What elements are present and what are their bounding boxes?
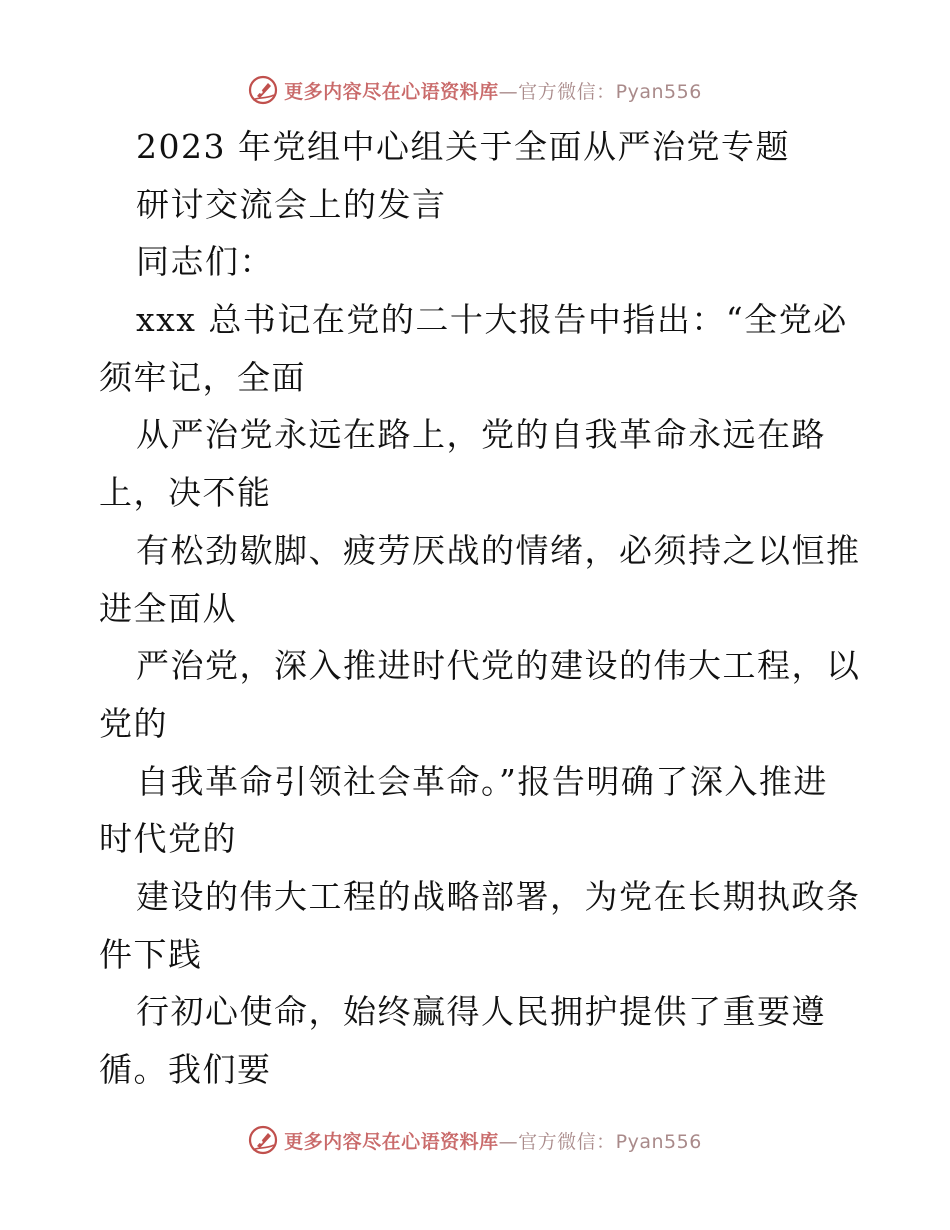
footer-banner-main: 更多内容尽在心语资料库 [284, 1130, 499, 1153]
doc-paragraph-line: 时代党的 [99, 819, 237, 859]
doc-paragraph-line: 从严治党永远在路上，党的自我革命永远在路 [136, 415, 826, 455]
doc-paragraph-line: 党的 [99, 703, 168, 743]
pen-nib-logo-icon [248, 75, 278, 105]
header-banner-separator: — [498, 80, 519, 103]
doc-paragraph-line: 有松劲歇脚、疲劳厌战的情绪，必须持之以恒推 [136, 530, 861, 570]
doc-paragraph-line: 行初心使命，始终赢得人民拥护提供了重要遵 [136, 992, 826, 1032]
footer-banner-contact: 官方微信：Pyan556 [518, 1130, 702, 1153]
footer-banner [0, 1118, 950, 1162]
doc-paragraph-line: 建设的伟大工程的战略部署，为党在长期执政条 [136, 876, 861, 916]
header-banner-main: 更多内容尽在心语资料库 [284, 80, 499, 103]
doc-paragraph-line: 自我革命引领社会革命。”报告明确了深入推进 [136, 761, 828, 801]
header-banner-contact: 官方微信：Pyan556 [518, 80, 702, 103]
footer-banner-separator: — [498, 1130, 519, 1153]
doc-paragraph-line: xxx 总书记在党的二十大报告中指出：“全党必 [136, 300, 848, 340]
doc-title-line-1: 2023 年党组中心组关于全面从严治党专题 [136, 127, 790, 166]
doc-paragraph-line: 上，决不能 [99, 473, 272, 513]
header-banner-text [284, 77, 702, 104]
footer-banner-text [284, 1127, 702, 1154]
doc-salutation: 同志们： [136, 242, 274, 282]
doc-paragraph-line: 循。我们要 [99, 1050, 272, 1089]
doc-paragraph-line: 严治党，深入推进时代党的建设的伟大工程，以 [136, 646, 861, 686]
header-banner [0, 68, 950, 112]
doc-title-line-2: 研讨交流会上的发言 [136, 184, 447, 224]
document-body [99, 118, 859, 1099]
doc-paragraph-line: 进全面从 [99, 588, 237, 628]
doc-paragraph-line: 件下践 [99, 934, 203, 974]
pen-nib-logo-icon [248, 1125, 278, 1155]
doc-paragraph-line: 须牢记，全面 [99, 357, 306, 397]
